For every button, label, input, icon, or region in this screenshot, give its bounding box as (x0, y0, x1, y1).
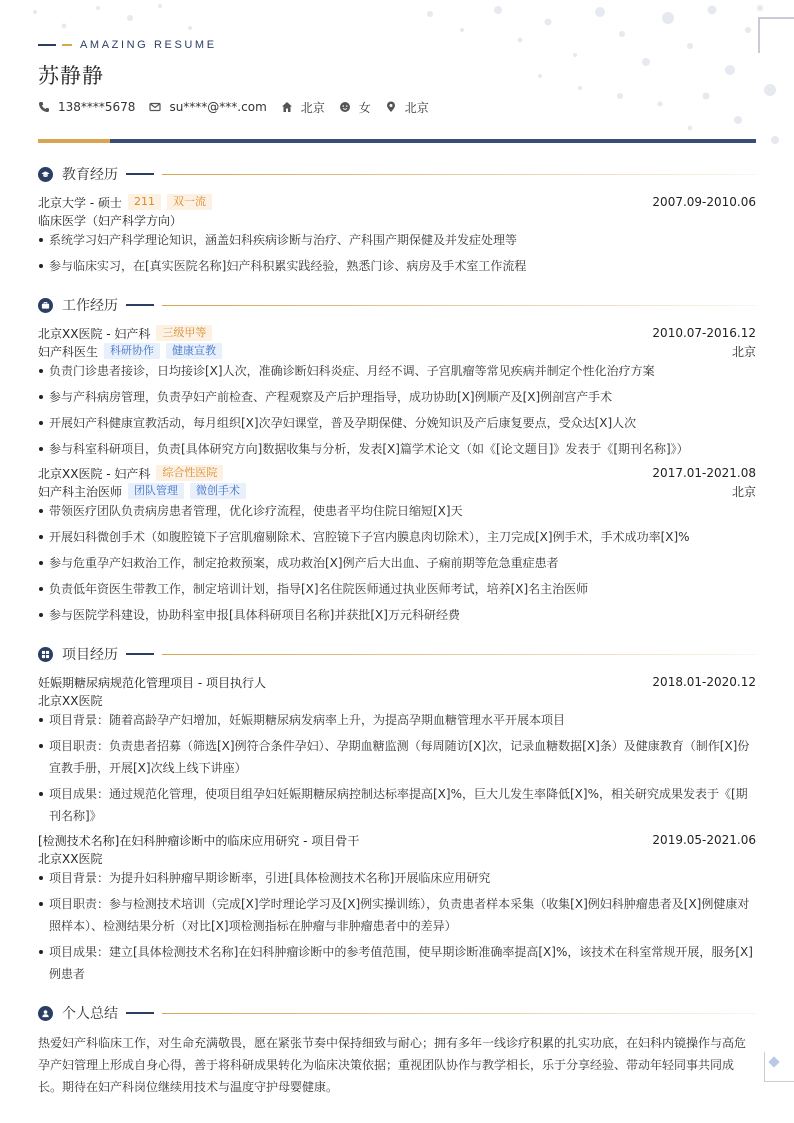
job-org-badge: 综合性医院 (156, 465, 223, 481)
job-org-row (38, 325, 756, 341)
job-city: 北京 (731, 344, 756, 359)
project-bullet: 项目背景：随着高龄孕产妇增加，妊娠期糖尿病发病率上升，为提高孕期血糖管理水平开展本项目 (38, 709, 756, 731)
project-name: 妊娠期糖尿病规范化管理项目 - 项目执行人 (38, 675, 266, 690)
job-date: 2010.07-2016.12 (652, 326, 756, 340)
project-date: 2018.01-2020.12 (652, 675, 756, 689)
candidate-name: 苏静静 (38, 64, 104, 88)
gender-text: 女 (358, 100, 371, 115)
corner-decoration-top (758, 17, 794, 53)
section-education-header (38, 164, 756, 184)
job-bullet: 开展妇产科健康宣教活动，每月组织[X]次孕妇课堂，普及孕期保健、分娩知识及产后康复要点，受众达[X]人次 (38, 412, 756, 434)
project-org: 北京XX医院 (38, 851, 103, 866)
grid-icon (38, 647, 53, 662)
education-bullet: 系统学习妇产科学理论知识，涵盖妇科疾病诊断与治疗、产科围产期保健及并发症处理等 (38, 229, 756, 251)
section-summary-title: 个人总结 (62, 1006, 118, 1022)
project-bullet: 项目职责：负责患者招募（筛选[X]例符合条件孕妇）、孕期血糖监测（每周随访[X]次，记录血糖数据[X]条）及健康教育（制作[X]份宣教手册，开展[X]次线上线下讲座） (38, 735, 756, 779)
job-org: 北京XX医院 - 妇产科 (38, 466, 151, 481)
home-icon (281, 101, 293, 113)
project-bullet: 项目成果：建立[具体检测技术名称]在妇科肿瘤诊断中的参考值范围，使早期诊断准确率提高[X]%，该技术在科室常规开展，服务[X]例患者 (38, 941, 756, 985)
project-date: 2019.05-2021.06 (652, 833, 756, 847)
job-bullet: 参与科室科研项目，负责[具体研究方向]数据收集与分析，发表[X]篇学术论文（如《[论文题目]》发表于《[期刊名称]》） (38, 438, 756, 460)
phone-text: 138****5678 (58, 100, 136, 114)
header-divider-bar (38, 139, 756, 143)
job-tag: 团队管理 (128, 483, 184, 499)
section-projects-title: 项目经历 (62, 647, 118, 663)
section-education-title: 教育经历 (62, 167, 118, 183)
job-city: 北京 (731, 484, 756, 499)
job-org: 北京XX医院 - 妇产科 (38, 326, 151, 341)
project-org-row (38, 850, 756, 866)
education-major-row (38, 212, 756, 228)
project-org: 北京XX医院 (38, 693, 103, 708)
user-icon (38, 1006, 53, 1021)
contact-email (149, 100, 266, 114)
job-org-badge: 三级甲等 (156, 325, 212, 341)
job-bullet: 参与产科病房管理，负责孕妇产前检查、产程观察及产后护理指导，成功协助[X]例顺产及[X]例剖宫产手术 (38, 386, 756, 408)
project-org-row (38, 692, 756, 708)
job-org-row (38, 465, 756, 481)
job-role-row (38, 343, 756, 359)
project-bullet: 项目成果：通过规范化管理，使项目组孕妇妊娠期糖尿病控制达标率提高[X]%，巨大儿发生率降低[X]%，相关研究成果发表于《[期刊名称]》 (38, 783, 756, 827)
contact-gender (339, 99, 371, 116)
job-tag: 微创手术 (190, 483, 246, 499)
location-text: 北京 (404, 100, 429, 115)
project-name-row (38, 674, 756, 690)
section-summary-header (38, 1003, 756, 1023)
education-date: 2007.09-2010.06 (652, 195, 756, 209)
education-badge-211: 211 (128, 194, 161, 210)
job-role: 妇产科主治医师 (38, 484, 123, 499)
job-bullet: 带领医疗团队负责病房患者管理，优化诊疗流程，使患者平均住院日缩短[X]天 (38, 500, 756, 522)
gender-icon (339, 101, 351, 113)
tagline-text: AMAZING RESUME (80, 39, 217, 51)
job-bullet: 开展妇科微创手术（如腹腔镜下子宫肌瘤剔除术、宫腔镜下子宫内膜息肉切除术），主刀完成[X]例手术，手术成功率[X]% (38, 526, 756, 548)
job-role: 妇产科医生 (38, 344, 99, 359)
section-work-header (38, 295, 756, 315)
contact-info (38, 98, 443, 116)
corner-decoration-bottom (764, 1052, 794, 1082)
email-text: su****@***.com (169, 100, 267, 114)
summary-text: 热爱妇产科临床工作，对生命充满敬畏，愿在紧张节奏中保持细致与耐心；拥有多年一线诊疗积累的扎实功底，在妇科内镜操作与高危孕产妇管理上形成自身心得，善于将科研成果转化为临床决策依据；重视团队协作与教学相长，乐于分享经验、带动年轻同事共同成长。期待在妇产科岗位继续用技术与温度守护母婴健康。 (38, 1036, 747, 1094)
mail-icon (149, 101, 161, 113)
job-bullet: 负责低年资医生带教工作，制定培训计划，指导[X]名住院医师通过执业医师考试，培养[X]名主治医师 (38, 578, 756, 600)
job-tag: 健康宣教 (166, 343, 222, 359)
education-major: 临床医学（妇产科学方向） (38, 213, 183, 228)
job-role-row (38, 483, 756, 499)
contact-home (281, 99, 325, 116)
job-bullet: 参与危重孕产妇救治工作，制定抢救预案，成功救治[X]例产后大出血、子痫前期等危急重症患者 (38, 552, 756, 574)
education-school-row (38, 194, 756, 210)
home-text: 北京 (300, 100, 325, 115)
graduation-cap-icon (38, 167, 53, 182)
education-badge-double-first-class: 双一流 (167, 194, 212, 210)
project-name-row (38, 832, 756, 848)
education-school: 北京大学 - 硕士 (38, 195, 122, 210)
section-projects-header (38, 644, 756, 664)
section-work-title: 工作经历 (62, 298, 118, 314)
location-pin-icon (385, 101, 397, 113)
resume-tagline (38, 38, 217, 52)
job-tag: 科研协作 (104, 343, 160, 359)
contact-phone (38, 100, 135, 114)
project-name: [检测技术名称]在妇科肿瘤诊断中的临床应用研究 - 项目骨干 (38, 833, 360, 848)
phone-icon (38, 101, 50, 113)
job-bullet: 负责门诊患者接诊，日均接诊[X]人次，准确诊断妇科炎症、月经不调、子宫肌瘤等常见疾病并制定个性化治疗方案 (38, 360, 756, 382)
job-bullet: 参与医院学科建设，协助科室申报[具体科研项目名称]并获批[X]万元科研经费 (38, 604, 756, 626)
education-bullet: 参与临床实习，在[真实医院名称]妇产科积累实践经验，熟悉门诊、病房及手术室工作流程 (38, 255, 756, 277)
contact-location (385, 99, 429, 116)
background-dot-pattern (0, 0, 794, 160)
job-date: 2017.01-2021.08 (652, 466, 756, 480)
project-bullet: 项目职责：参与检测技术培训（完成[X]学时理论学习及[X]例实操训练），负责患者样本采集（收集[X]例妇科肿瘤患者及[X]例健康对照样本）、检测结果分析（对比[X]项检测指标在肿瘤与非肿瘤患者中的差异） (38, 893, 756, 937)
project-bullet: 项目背景：为提升妇科肿瘤早期诊断率，引进[具体检测技术名称]开展临床应用研究 (38, 867, 756, 889)
briefcase-icon (38, 298, 53, 313)
